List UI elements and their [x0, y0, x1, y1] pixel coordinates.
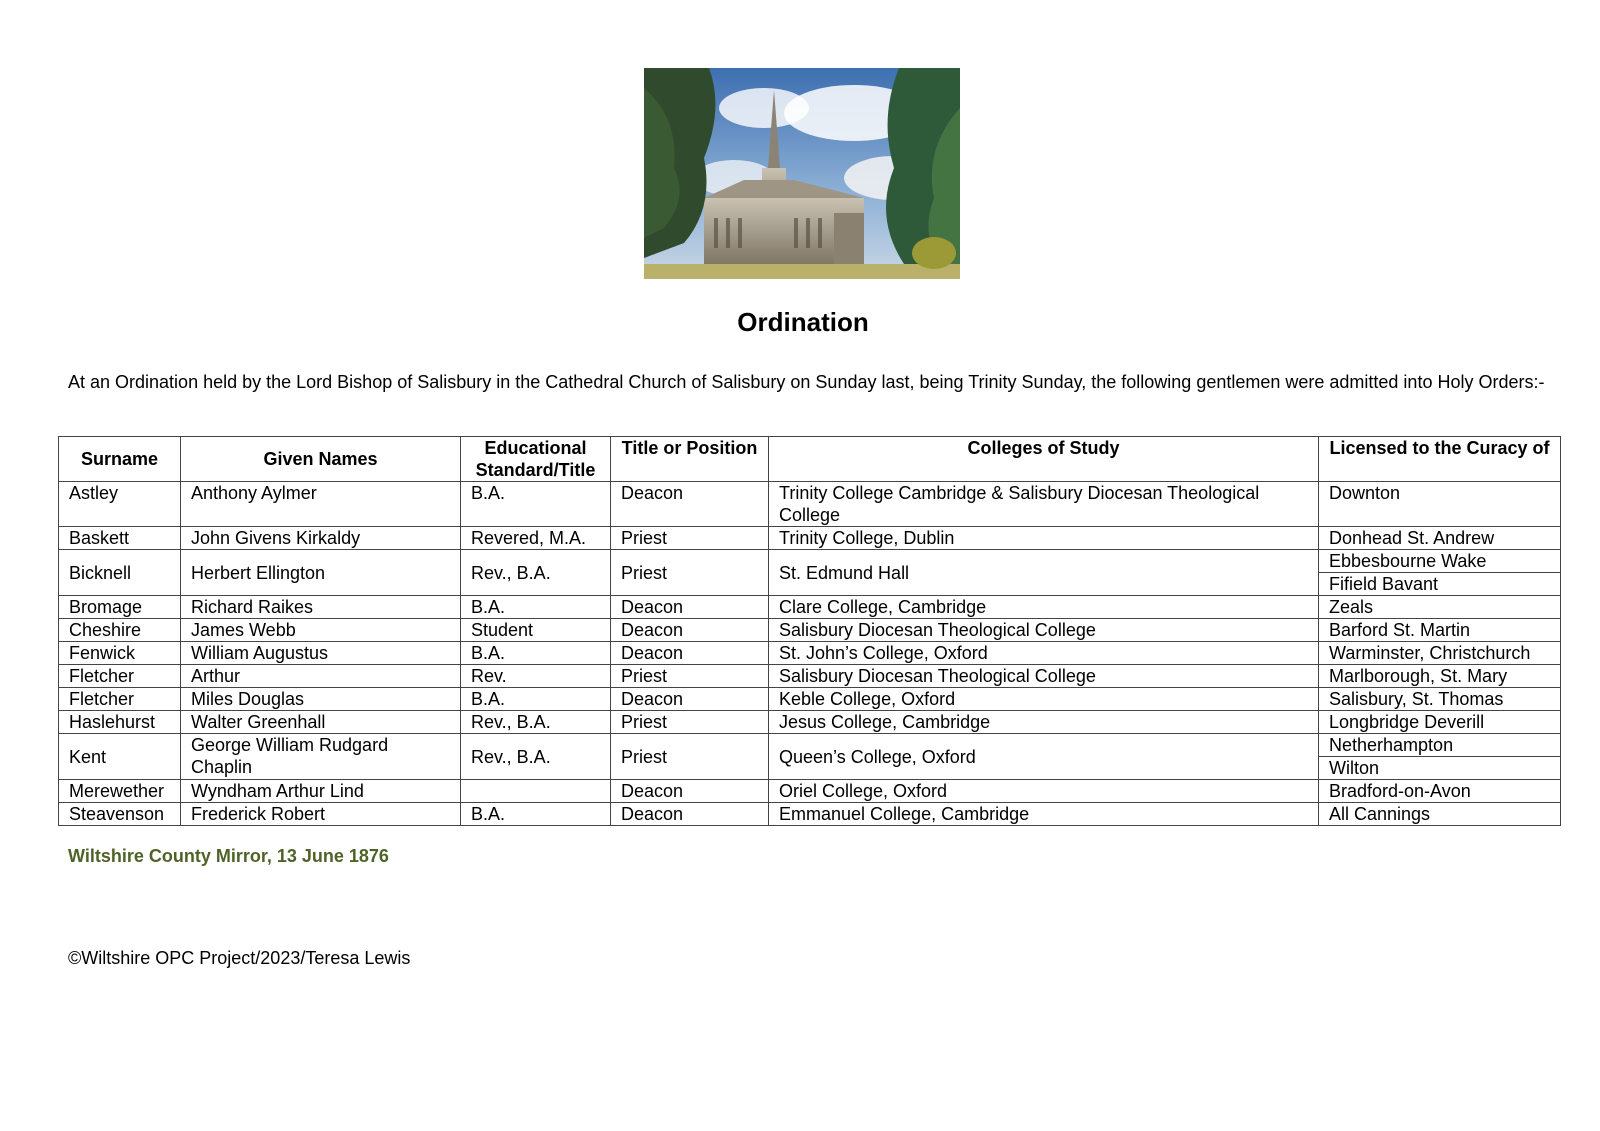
cell-title: Priest	[611, 550, 769, 596]
cell-surname: Bicknell	[59, 550, 181, 596]
table-header-row	[59, 437, 1561, 482]
table-row	[59, 780, 1561, 803]
copyright-notice: ©Wiltshire OPC Project/2023/Teresa Lewis	[68, 948, 411, 968]
cell-education: Rev.	[461, 665, 611, 688]
intro-paragraph: At an Ordination held by the Lord Bishop of Salisbury in the Cathedral Church of Salisbury on Sunday last, being Trinity Sunday, the following gentlemen were admitted into Holy Orders:-	[68, 372, 1545, 392]
table-row	[59, 527, 1561, 550]
cell-college: St. Edmund Hall	[769, 550, 1319, 596]
cell-curacy: Wilton	[1319, 757, 1561, 780]
cell-surname: Fenwick	[59, 642, 181, 665]
cell-education: Rev., B.A.	[461, 550, 611, 596]
cell-education: B.A.	[461, 642, 611, 665]
cell-given: George William Rudgard Chaplin	[181, 734, 461, 780]
table-row	[59, 665, 1561, 688]
ordination-table	[58, 436, 1561, 826]
cell-curacy: Netherhampton	[1319, 734, 1561, 757]
cell-curacy: Downton	[1319, 482, 1561, 527]
cell-title: Deacon	[611, 803, 769, 826]
table-row	[59, 688, 1561, 711]
cell-surname: Bromage	[59, 596, 181, 619]
cell-curacy: Salisbury, St. Thomas	[1319, 688, 1561, 711]
header-education: Educational Standard/Title	[461, 437, 611, 482]
cell-title: Priest	[611, 711, 769, 734]
cell-surname: Fletcher	[59, 665, 181, 688]
cell-title: Deacon	[611, 780, 769, 803]
cell-given: Herbert Ellington	[181, 550, 461, 596]
cathedral-photo	[644, 68, 960, 279]
header-title: Title or Position	[611, 437, 769, 482]
header-curacy: Licensed to the Curacy of	[1319, 437, 1561, 482]
cell-curacy: Barford St. Martin	[1319, 619, 1561, 642]
table-row	[59, 550, 1561, 573]
header-given-names: Given Names	[181, 437, 461, 482]
cell-given: William Augustus	[181, 642, 461, 665]
cell-education: Student	[461, 619, 611, 642]
cell-college: Salisbury Diocesan Theological College	[769, 619, 1319, 642]
page-title: Ordination	[737, 307, 869, 337]
cell-education	[461, 780, 611, 803]
cell-surname: Fletcher	[59, 688, 181, 711]
cell-college: Emmanuel College, Cambridge	[769, 803, 1319, 826]
cell-title: Deacon	[611, 688, 769, 711]
cell-title: Priest	[611, 734, 769, 780]
cell-title: Deacon	[611, 596, 769, 619]
table-row	[59, 803, 1561, 826]
cell-college: Clare College, Cambridge	[769, 596, 1319, 619]
cell-curacy: Longbridge Deverill	[1319, 711, 1561, 734]
cell-surname: Baskett	[59, 527, 181, 550]
cell-title: Priest	[611, 665, 769, 688]
cell-given: Frederick Robert	[181, 803, 461, 826]
cell-given: Miles Douglas	[181, 688, 461, 711]
cell-title: Priest	[611, 527, 769, 550]
cell-given: John Givens Kirkaldy	[181, 527, 461, 550]
table-row	[59, 482, 1561, 527]
table-row	[59, 642, 1561, 665]
cell-given: Arthur	[181, 665, 461, 688]
cell-curacy: Donhead St. Andrew	[1319, 527, 1561, 550]
cell-title: Deacon	[611, 642, 769, 665]
cell-title: Deacon	[611, 482, 769, 527]
table-row	[59, 711, 1561, 734]
cell-given: Walter Greenhall	[181, 711, 461, 734]
table-row	[59, 596, 1561, 619]
cell-given: Wyndham Arthur Lind	[181, 780, 461, 803]
cell-education: Rev., B.A.	[461, 711, 611, 734]
table-row	[59, 619, 1561, 642]
cell-surname: Steavenson	[59, 803, 181, 826]
cell-curacy: Ebbesbourne Wake	[1319, 550, 1561, 573]
cell-college: St. John’s College, Oxford	[769, 642, 1319, 665]
header-colleges: Colleges of Study	[769, 437, 1319, 482]
cell-education: Rev., B.A.	[461, 734, 611, 780]
cell-given: Richard Raikes	[181, 596, 461, 619]
cell-college: Jesus College, Cambridge	[769, 711, 1319, 734]
cell-college: Trinity College, Dublin	[769, 527, 1319, 550]
cell-surname: Kent	[59, 734, 181, 780]
cell-curacy: Zeals	[1319, 596, 1561, 619]
cell-given: James Webb	[181, 619, 461, 642]
cell-education: B.A.	[461, 596, 611, 619]
cell-curacy: All Cannings	[1319, 803, 1561, 826]
source-citation: Wiltshire County Mirror, 13 June 1876	[68, 846, 389, 866]
cell-college: Queen’s College, Oxford	[769, 734, 1319, 780]
cell-given: Anthony Aylmer	[181, 482, 461, 527]
cell-education: B.A.	[461, 803, 611, 826]
cell-title: Deacon	[611, 619, 769, 642]
cell-curacy: Fifield Bavant	[1319, 573, 1561, 596]
table-row	[59, 734, 1561, 757]
cell-college: Oriel College, Oxford	[769, 780, 1319, 803]
cell-curacy: Marlborough, St. Mary	[1319, 665, 1561, 688]
cell-college: Trinity College Cambridge & Salisbury Diocesan Theological College	[769, 482, 1319, 527]
cell-education: B.A.	[461, 688, 611, 711]
cell-surname: Haslehurst	[59, 711, 181, 734]
cell-education: B.A.	[461, 482, 611, 527]
cell-surname: Merewether	[59, 780, 181, 803]
cell-college: Salisbury Diocesan Theological College	[769, 665, 1319, 688]
cell-education: Revered, M.A.	[461, 527, 611, 550]
cell-curacy: Bradford-on-Avon	[1319, 780, 1561, 803]
cell-curacy: Warminster, Christchurch	[1319, 642, 1561, 665]
cell-college: Keble College, Oxford	[769, 688, 1319, 711]
header-surname: Surname	[59, 437, 181, 482]
cell-surname: Astley	[59, 482, 181, 527]
cell-surname: Cheshire	[59, 619, 181, 642]
